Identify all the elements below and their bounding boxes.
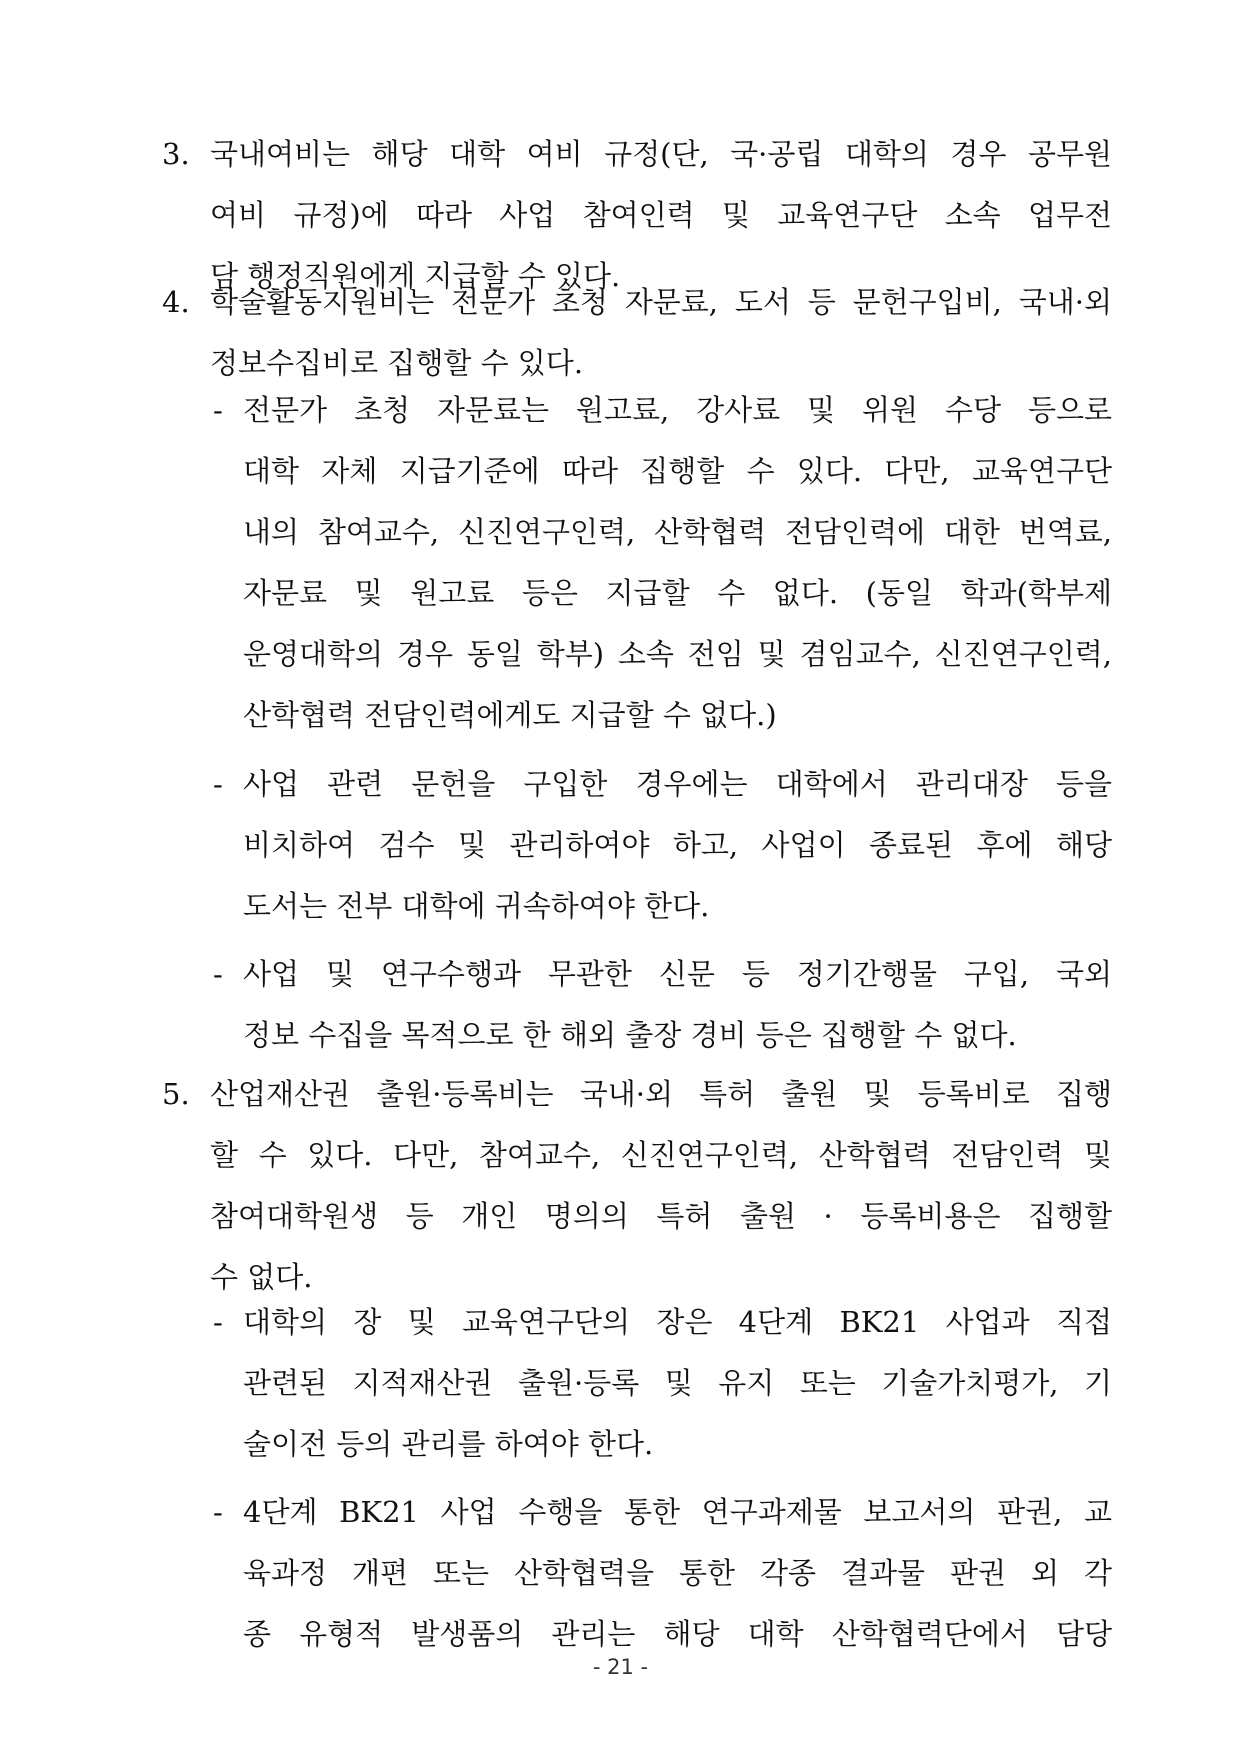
paragraph-line: 전문가 초청 자문료는 원고료, 강사료 및 위원 수당 등으로 — [243, 393, 1112, 427]
dash-marker: - — [213, 1305, 223, 1339]
paragraph-line: 할 수 있다. 다만, 참여교수, 신진연구인력, 산학협력 전담인력 및 — [210, 1138, 1112, 1172]
sub-item-consultation-fees — [213, 380, 1112, 746]
paragraph-line: 사업 및 연구수행과 무관한 신문 등 정기간행물 구입, 국외 — [243, 957, 1112, 991]
paragraph-line: 관련된 지적재산권 출원·등록 및 유지 또는 기술가치평가, 기 — [243, 1366, 1112, 1400]
page-number: - 21 - — [592, 1655, 649, 1679]
dash-marker: - — [213, 1495, 223, 1529]
sub-item-ip-management — [213, 1292, 1112, 1475]
paragraph-line: 국내여비는 해당 대학 여비 규정(단, 국·공립 대학의 경우 공무원 — [210, 137, 1112, 171]
paragraph-line: 학술활동지원비는 전문가 초청 자문료, 도서 등 문헌구입비, 국내·외 — [210, 285, 1112, 319]
item-number: 4. — [162, 285, 190, 319]
sub-item-unrelated-expenses — [213, 944, 1112, 1066]
paragraph-line: 정보 수집을 목적으로 한 해외 출장 경비 등은 집행할 수 없다. — [243, 1018, 1017, 1052]
paragraph-line: 종 유형적 발생품의 관리는 해당 대학 산학협력단에서 담당 — [243, 1617, 1112, 1651]
paragraph-line: 대학의 장 및 교육연구단의 장은 4단계 BK21 사업과 직접 — [243, 1305, 1112, 1339]
paragraph-line: 대학 자체 지급기준에 따라 집행할 수 있다. 다만, 교육연구단 — [243, 454, 1112, 488]
sub-item-copyright-management — [213, 1482, 1112, 1665]
paragraph-line: 담 행정직원에게 지급할 수 있다. — [210, 259, 621, 293]
paragraph-line: 사업 관련 문헌을 구입한 경우에는 대학에서 관리대장 등을 — [243, 767, 1112, 801]
item-number: 5. — [162, 1077, 190, 1111]
paragraph-line: 참여대학원생 등 개인 명의의 특허 출원 · 등록비용은 집행할 — [210, 1199, 1112, 1233]
paragraph-line: 산업재산권 출원·등록비는 국내·외 특허 출원 및 등록비로 집행 — [210, 1077, 1112, 1111]
paragraph-line: 술이전 등의 관리를 하여야 한다. — [243, 1427, 654, 1461]
dash-marker: - — [213, 957, 223, 991]
section-item-5 — [162, 1064, 1112, 1308]
paragraph-line: 정보수집비로 집행할 수 있다. — [210, 346, 584, 380]
paragraph-line: 운영대학의 경우 동일 학부) 소속 전임 및 겸임교수, 신진연구인력, — [243, 637, 1112, 671]
paragraph-line: 내의 참여교수, 신진연구인력, 산학협력 전담인력에 대한 번역료, — [243, 515, 1112, 549]
dash-marker: - — [213, 393, 223, 427]
paragraph-line: 자문료 및 원고료 등은 지급할 수 없다. (동일 학과(학부제 — [243, 576, 1112, 610]
paragraph-line: 4단계 BK21 사업 수행을 통한 연구과제물 보고서의 판권, 교 — [243, 1495, 1112, 1529]
paragraph-line: 도서는 전부 대학에 귀속하여야 한다. — [243, 889, 710, 923]
paragraph-line: 육과정 개편 또는 산학협력을 통한 각종 결과물 판권 외 각 — [243, 1556, 1112, 1590]
paragraph-line: 수 없다. — [210, 1260, 313, 1294]
paragraph-line: 비치하여 검수 및 관리하여야 하고, 사업이 종료된 후에 해당 — [243, 828, 1112, 862]
section-item-4 — [162, 272, 1112, 394]
dash-marker: - — [213, 767, 223, 801]
item-number: 3. — [162, 137, 190, 171]
paragraph-line: 산학협력 전담인력에게도 지급할 수 없다.) — [243, 698, 777, 732]
paragraph-line: 여비 규정)에 따라 사업 참여인력 및 교육연구단 소속 업무전 — [210, 198, 1112, 232]
sub-item-literature-purchase — [213, 754, 1112, 937]
